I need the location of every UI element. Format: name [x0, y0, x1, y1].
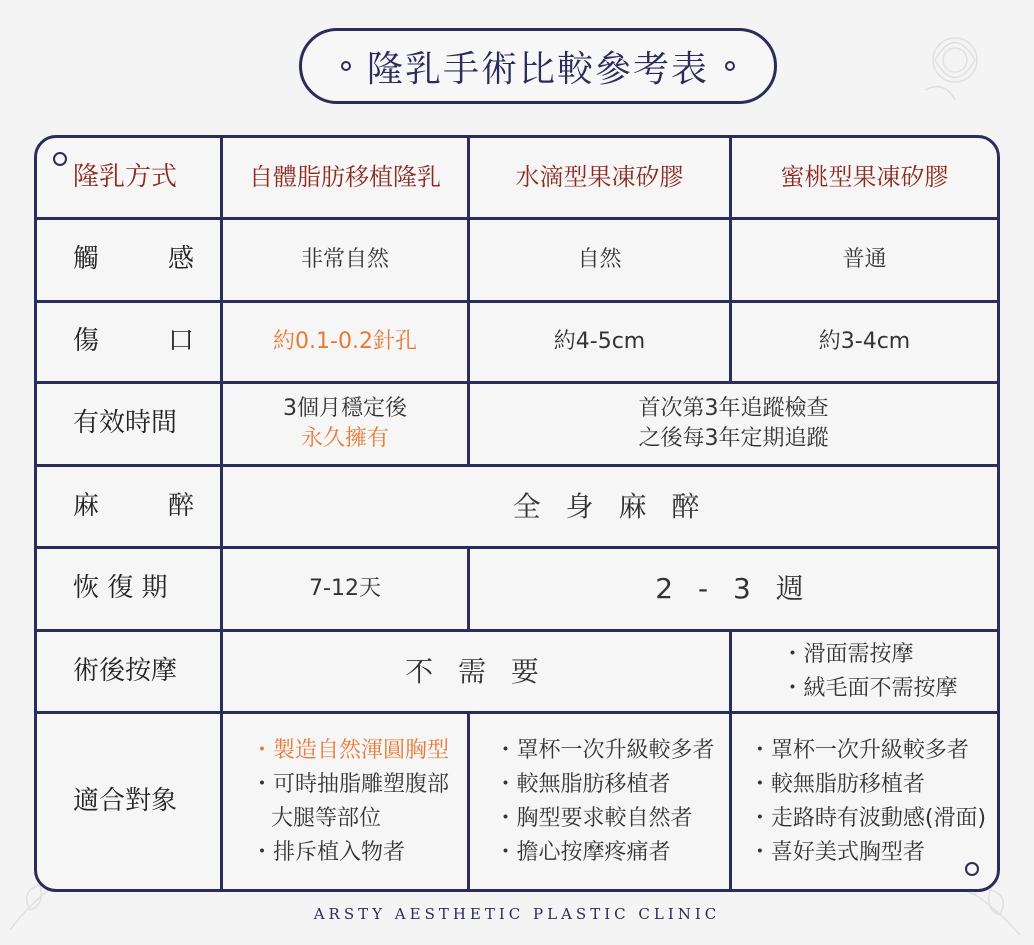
wound-round: 約3-4cm: [732, 303, 997, 384]
massage-round-line2: ・絨毛面不需按摩: [781, 675, 958, 701]
suitable-fat-item: ・製造自然渾圓胸型: [250, 738, 449, 763]
massage-no-need: 不 需 要: [223, 632, 732, 714]
row-label-anesthesia: [37, 467, 223, 549]
massage-round: [732, 632, 997, 714]
suitable-fat-item: ・可時抽脂雕塑腹部: [250, 772, 449, 797]
row-label-wound-a: 傷: [73, 326, 100, 357]
row-label-wound: [37, 303, 223, 384]
suitable-round-item: ・走路時有波動感(滑面): [748, 806, 987, 831]
suitable-round-item: ・較無脂肪移植者: [748, 772, 925, 797]
clinic-footer: ARSTY AESTHETIC PLASTIC CLINIC: [313, 905, 721, 923]
suitable-teardrop-item: ・較無脂肪移植者: [494, 772, 671, 797]
header-round-gel: 蜜桃型果凍矽膠: [732, 138, 997, 220]
suitable-fat: [223, 714, 470, 890]
row-label-duration: 有效時間: [37, 384, 223, 467]
rose-decoration-icon: [905, 20, 1005, 110]
suitable-teardrop-item: ・胸型要求較自然者: [494, 806, 693, 831]
row-label-wound-b: 口: [167, 326, 194, 357]
suitable-round: [732, 714, 997, 890]
header-method: 隆乳方式: [37, 138, 223, 220]
row-label-touch-a: 觸: [73, 244, 100, 275]
hexagon-icon: [725, 61, 735, 71]
touch-fat: 非常自然: [223, 220, 470, 303]
row-label-touch-b: 感: [167, 244, 194, 275]
suitable-fat-item: ・排斥植入物者: [250, 840, 405, 865]
duration-fat-line2: 永久擁有: [300, 426, 389, 451]
suitable-teardrop: [470, 714, 732, 890]
duration-fat: [223, 384, 470, 467]
suitable-round-item: ・喜好美式胸型者: [748, 840, 925, 865]
suitable-fat-item: 大腿等部位: [270, 806, 381, 831]
suitable-teardrop-item: ・罩杯一次升級較多者: [494, 738, 715, 763]
duration-fat-line1: 3個月穩定後: [283, 396, 407, 422]
wound-teardrop: 約4-5cm: [470, 303, 732, 384]
duration-implant-line1: 首次第3年追蹤檢查: [638, 396, 829, 422]
row-label-touch: [37, 220, 223, 303]
touch-teardrop: 自然: [470, 220, 732, 303]
suitable-teardrop-item: ・擔心按摩疼痛者: [494, 840, 671, 865]
comparison-table: [34, 135, 1000, 892]
page-title: 隆乳手術比較參考表: [366, 48, 709, 90]
duration-implant-line2: 之後每3年定期追蹤: [638, 426, 829, 451]
recovery-fat: 7-12天: [223, 549, 470, 632]
hexagon-icon: [965, 862, 979, 876]
wound-fat: 約0.1-0.2針孔: [223, 303, 470, 384]
row-label-suitable: 適合對象: [37, 714, 223, 890]
anesthesia-all: 全 身 麻 醉: [223, 467, 997, 549]
table-grid: [37, 138, 997, 889]
hexagon-icon: [341, 61, 351, 71]
massage-round-line1: ・滑面需按摩: [781, 641, 914, 667]
row-label-anesthesia-b: 醉: [167, 490, 194, 521]
header-fat-transfer: 自體脂肪移植隆乳: [223, 138, 470, 220]
recovery-implant: 2 - 3 週: [470, 549, 997, 632]
title-banner: [299, 28, 777, 104]
row-label-massage: 術後按摩: [37, 632, 223, 714]
row-label-anesthesia-a: 麻: [73, 490, 100, 521]
row-label-recovery: 恢 復 期: [37, 549, 223, 632]
header-teardrop-gel: 水滴型果凍矽膠: [470, 138, 732, 220]
suitable-round-item: ・罩杯一次升級較多者: [748, 738, 969, 763]
touch-round: 普通: [732, 220, 997, 303]
duration-implant: [470, 384, 997, 467]
